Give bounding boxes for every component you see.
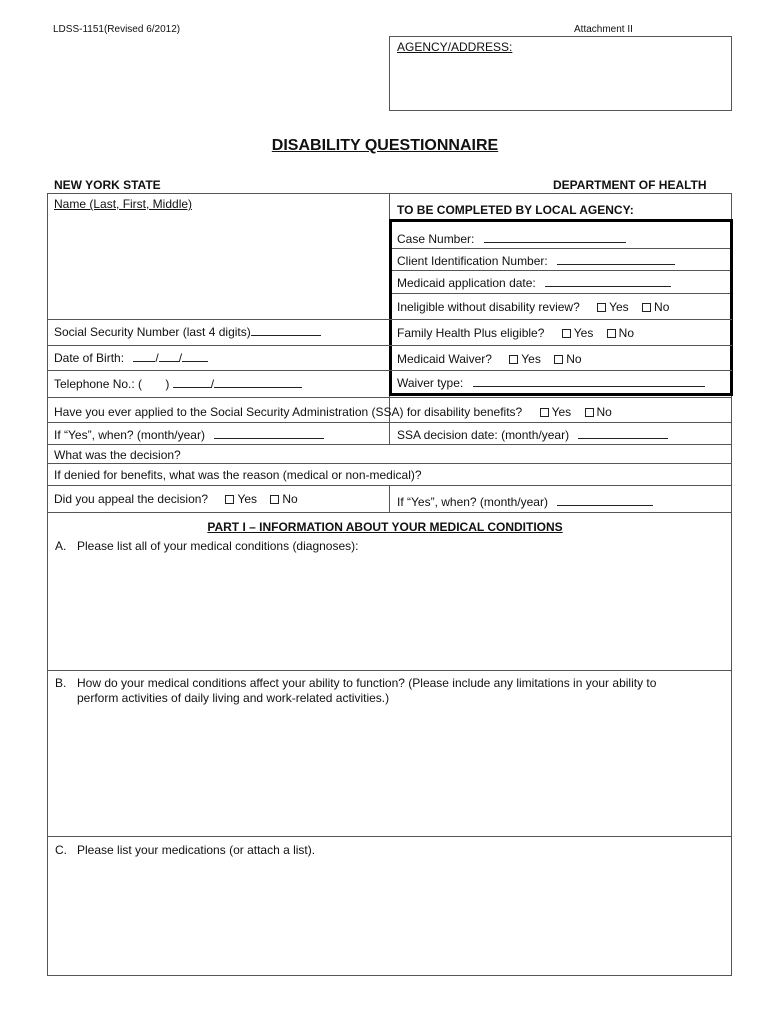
dob-row	[54, 350, 208, 365]
ineligible-no-label: No	[654, 300, 670, 314]
ssa-decision-field[interactable]	[210, 446, 730, 462]
name-label	[54, 197, 192, 211]
page-title: DISABILITY QUESTIONNAIRE	[271, 137, 499, 154]
ineligible-yes-label: Yes	[609, 300, 629, 314]
waiver-no-label: No	[566, 352, 582, 366]
attachment-label: Attachment II	[574, 24, 633, 35]
waiver-type-row	[397, 375, 705, 390]
function-limitations-field[interactable]	[50, 708, 729, 834]
dob-label: Date of Birth:	[54, 351, 125, 365]
fhp-yes-checkbox[interactable]	[562, 329, 571, 338]
dob-sep-1: /	[155, 351, 159, 365]
state-label: NEW YORK STATE	[54, 178, 161, 192]
part1-c-letter: C.	[55, 843, 67, 857]
department-label: DEPARTMENT OF HEALTH	[553, 178, 707, 192]
ssa-appeal-yes-checkbox[interactable]	[225, 495, 234, 504]
ssa-denied-field[interactable]	[460, 465, 730, 483]
ssa-when-row	[54, 427, 324, 442]
medicaid-date-label: Medicaid application date:	[397, 276, 536, 290]
case-number-field[interactable]	[484, 231, 626, 243]
ssa-applied-yes-label: Yes	[551, 405, 572, 419]
part1-a-text: Please list all of your medical conditions (diagnoses):	[77, 539, 359, 553]
waiver-yes-label: Yes	[521, 352, 541, 366]
ssa-applied-no-checkbox[interactable]	[585, 408, 594, 417]
waiver-type-label: Waiver type:	[397, 376, 464, 390]
ineligible-no-checkbox[interactable]	[642, 303, 651, 312]
dob-year-field[interactable]	[182, 350, 208, 362]
ssn-row	[54, 324, 321, 339]
part1-c-text: Please list your medications (or attach a list).	[77, 843, 316, 857]
ssa-decision-date-label: SSA decision date: (month/year)	[397, 428, 570, 442]
ssa-appeal-yes-label: Yes	[237, 492, 258, 506]
ssa-applied-no-label: No	[596, 405, 612, 419]
medications-field[interactable]	[50, 860, 729, 973]
case-number-label: Case Number:	[397, 232, 475, 246]
dob-day-field[interactable]	[159, 350, 179, 362]
phone-sep: /	[210, 377, 215, 391]
phone-row	[54, 376, 302, 391]
agency-address-box[interactable]	[389, 36, 732, 111]
ssa-appeal-when-row	[397, 494, 653, 509]
fhp-no-checkbox[interactable]	[607, 329, 616, 338]
local-agency-heading: TO BE COMPLETED BY LOCAL AGENCY:	[397, 203, 634, 217]
waiver-type-field[interactable]	[473, 375, 705, 387]
ssa-applied-yes-checkbox[interactable]	[540, 408, 549, 417]
client-id-label: Client Identification Number:	[397, 254, 548, 268]
ssa-denied-question: If denied for benefits, what was the reason (medical or non-medical)?	[54, 468, 422, 482]
ssa-decision-date-row	[397, 427, 668, 442]
ssa-appeal-when-field[interactable]	[557, 494, 653, 506]
fhp-yes-label: Yes	[573, 326, 594, 340]
ssa-when-field[interactable]	[214, 427, 324, 439]
ineligible-label: Ineligible without disability review?	[397, 300, 580, 314]
client-id-field[interactable]	[557, 253, 675, 265]
ssa-when-label: If “Yes”, when? (month/year)	[54, 428, 205, 442]
phone-close-paren: )	[165, 377, 170, 391]
waiver-yes-checkbox[interactable]	[509, 355, 518, 364]
case-number-row	[397, 231, 626, 246]
part1-b-text-2: perform activities of daily living and work-related activities.)	[77, 691, 390, 705]
ssa-decision-date-field[interactable]	[578, 427, 668, 439]
client-id-row	[397, 253, 675, 268]
agency-address-label: AGENCY/ADDRESS:	[397, 40, 513, 54]
part1-a-letter: A.	[55, 539, 67, 553]
ssa-decision-question: What was the decision?	[54, 448, 181, 462]
dob-sep-2: /	[178, 351, 183, 365]
phone-label: Telephone No.: (	[54, 377, 143, 391]
medical-conditions-field[interactable]	[50, 556, 729, 668]
waiver-no-checkbox[interactable]	[554, 355, 563, 364]
ineligible-row	[397, 300, 669, 314]
ssa-appeal-no-label: No	[282, 492, 298, 506]
name-input-area[interactable]	[50, 214, 386, 318]
waiver-row	[397, 352, 582, 366]
part1-heading: PART I – INFORMATION ABOUT YOUR MEDICAL CONDITIONS	[207, 520, 563, 534]
fhp-no-label: No	[618, 326, 635, 340]
form-id: LDSS-1151(Revised 6/2012)	[53, 24, 181, 35]
phone-prefix-field[interactable]	[173, 376, 211, 388]
part1-b-text-1: How do your medical conditions affect your ability to function? (Please include any limitations in your ability to	[77, 676, 657, 690]
ssa-applied-row	[54, 405, 612, 419]
ineligible-yes-checkbox[interactable]	[597, 303, 606, 312]
ssa-applied-question: Have you ever applied to the Social Security Administration (SSA) for disability benefits?	[54, 405, 523, 419]
ssa-appeal-question: Did you appeal the decision?	[54, 492, 209, 506]
ssa-appeal-no-checkbox[interactable]	[270, 495, 279, 504]
medicaid-date-row	[397, 275, 671, 290]
part1-b-letter: B.	[55, 676, 67, 690]
fhp-label: Family Health Plus eligible?	[397, 326, 545, 340]
ssn-field[interactable]	[251, 324, 321, 336]
waiver-label: Medicaid Waiver?	[397, 352, 492, 366]
medicaid-date-field[interactable]	[545, 275, 671, 287]
ssa-appeal-when-label: If “Yes”, when? (month/year)	[397, 495, 548, 509]
ssa-appeal-row	[54, 492, 298, 506]
dob-month-field[interactable]	[133, 350, 155, 362]
name-label-text: Name (Last, First, Middle)	[54, 197, 193, 211]
phone-number-field[interactable]	[214, 376, 302, 388]
fhp-row	[397, 326, 634, 340]
ssn-label: Social Security Number (last 4 digits)	[54, 325, 251, 339]
